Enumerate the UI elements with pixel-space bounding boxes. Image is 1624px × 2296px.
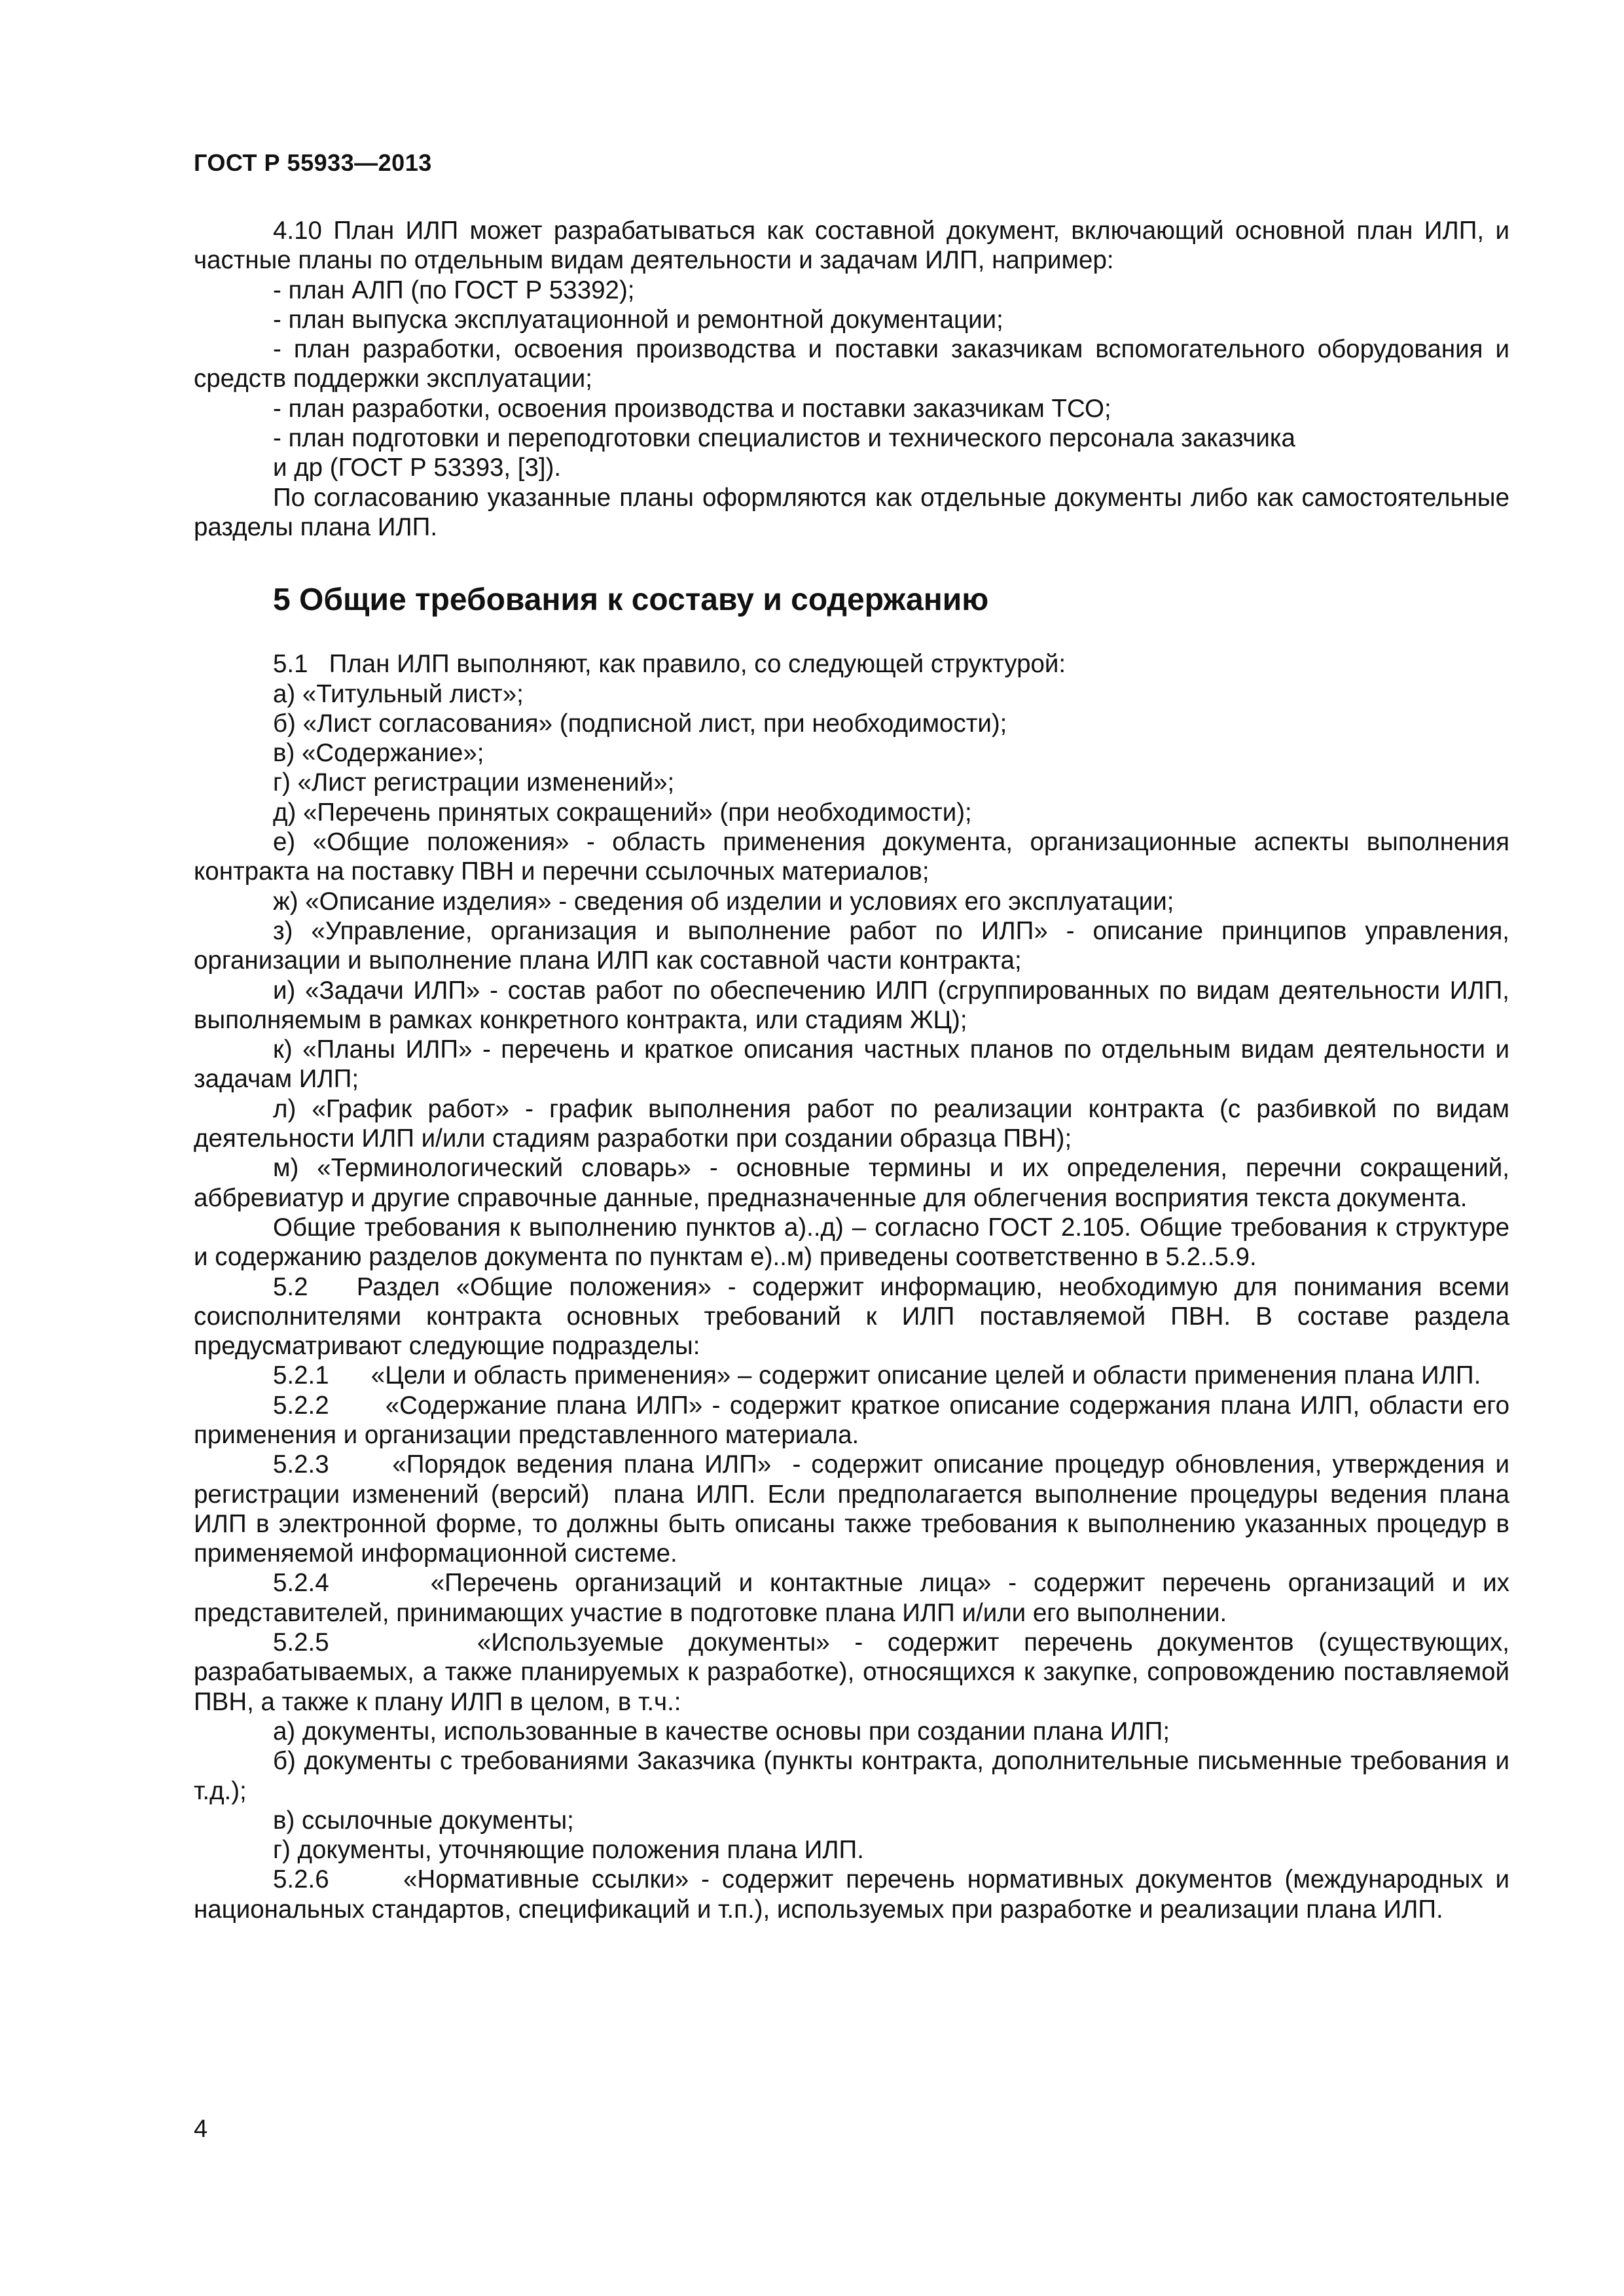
paragraph-5-1: 5.1 План ИЛП выполняют, как правило, со следующей структурой:: [273, 650, 1066, 679]
list-item: г) «Лист регистрации изменений»;: [273, 768, 675, 797]
list-item: и) «Задачи ИЛП» - состав работ по обеспечению ИЛП (сгруппированных по видам деятельности ИЛП, выполняемым в рамках конкретного контракта, или стадиям ЖЦ);: [194, 976, 1509, 1034]
paragraph-5-2-3: 5.2.3 «Порядок ведения плана ИЛП» - содержит описание процедур обновления, утверждения и регистрации изменений (версий) плана ИЛП. Если предполагается выполнение процедуры ведения плана ИЛП в электронной форме, то должны быть описаны также требования к выполнению указанных процедур в применяемой информационной системе.: [194, 1450, 1517, 1568]
list-item: и др (ГОСТ Р 53393, [3]).: [273, 454, 562, 482]
page-number: 4: [194, 2115, 208, 2143]
paragraph: По согласованию указанные планы оформляются как отдельные документы либо как самостоятельные разделы плана ИЛП.: [194, 483, 1509, 541]
list-item: - план подготовки и переподготовки специалистов и технического персонала заказчика: [273, 424, 1295, 453]
paragraph-5-2: 5.2 Раздел «Общие положения» - содержит информацию, необходимую для понимания всеми соисполнителями контракта основных требований к ИЛП поставляемой ПВН. В составе раздела предусматривают следующие подразделы:: [194, 1272, 1517, 1361]
list-item: а) «Титульный лист»;: [273, 679, 524, 708]
list-item: з) «Управление, организация и выполнение работ по ИЛП» - описание принципов управления, организации и выполнение плана ИЛП как составной части контракта;: [194, 916, 1509, 975]
list-item: - план разработки, освоения производства и поставки заказчикам вспомогательного оборудования и средств поддержки эксплуатации;: [194, 335, 1509, 393]
list-item: ж) «Описание изделия» - сведения об изделии и условиях его эксплуатации;: [273, 887, 1174, 916]
list-item: - план выпуска эксплуатационной и ремонтной документации;: [273, 305, 1003, 334]
list-item: в) «Содержание»;: [273, 739, 484, 768]
list-item: д) «Перечень принятых сокращений» (при необходимости);: [273, 798, 972, 827]
list-item: к) «Планы ИЛП» - перечень и краткое описания частных планов по отдельным видам деятельности и задачам ИЛП;: [194, 1035, 1509, 1094]
paragraph: Общие требования к выполнению пунктов а)..д) – согласно ГОСТ 2.105. Общие требования к структуре и содержанию разделов документа по пунктам е)..м) приведены соответственно в 5.2..5.9.: [194, 1213, 1509, 1272]
list-item: - план разработки, освоения производства и поставки заказчикам ТСО;: [273, 394, 1111, 423]
paragraph-5-2-2: 5.2.2 «Содержание плана ИЛП» - содержит краткое описание содержания плана ИЛП, области его применения и организации представленного материала.: [194, 1391, 1517, 1449]
paragraph-5-2-5: 5.2.5 «Используемые документы» - содержит перечень документов (существующих, разрабатываемых, а также планируемых к разработке), относящихся к закупке, сопровождению поставляемой ПВН, а также к плану ИЛП в целом, в т.ч.:: [194, 1628, 1517, 1716]
list-item: м) «Терминологический словарь» - основные термины и их определения, перечни сокращений, аббревиатур и другие справочные данные, предназначенные для облегчения восприятия текста документа.: [194, 1154, 1509, 1212]
list-item: г) документы, уточняющие положения плана ИЛП.: [273, 1836, 864, 1865]
section-heading: 5 Общие требования к составу и содержанию: [273, 583, 989, 618]
document-header: ГОСТ Р 55933—2013: [194, 149, 432, 176]
list-item: - план АЛП (по ГОСТ Р 53392);: [273, 276, 635, 304]
document-body: [194, 216, 1517, 1924]
paragraph-5-2-4: 5.2.4 «Перечень организаций и контактные лица» - содержит перечень организаций и их представителей, принимающих участие в подготовке плана ИЛП и/или его выполнении.: [194, 1569, 1517, 1627]
list-item: б) «Лист согласования» (подписной лист, при необходимости);: [273, 709, 1007, 738]
list-item: а) документы, использованные в качестве основы при создании плана ИЛП;: [273, 1717, 1170, 1746]
paragraph-5-2-6: 5.2.6 «Нормативные ссылки» - содержит перечень нормативных документов (международных и национальных стандартов, спецификаций и т.п.), используемых при разработке и реализации плана ИЛП.: [194, 1865, 1517, 1924]
paragraph-4-10: 4.10 План ИЛП может разрабатываться как составной документ, включающий основной план ИЛП, и частные планы по отдельным видам деятельности и задачам ИЛП, например:: [194, 217, 1509, 275]
list-item: е) «Общие положения» - область применения документа, организационные аспекты выполнения контракта на поставку ПВН и перечни ссылочных материалов;: [194, 828, 1509, 886]
list-item: б) документы с требованиями Заказчика (пункты контракта, дополнительные письменные требования и т.д.);: [194, 1747, 1509, 1805]
paragraph-5-2-1: 5.2.1 «Цели и область применения» – содержит описание целей и области применения плана ИЛП.: [273, 1361, 1481, 1390]
list-item: л) «График работ» - график выполнения работ по реализации контракта (с разбивкой по видам деятельности ИЛП и/или стадиям разработки при создании образца ПВН);: [194, 1094, 1509, 1153]
list-item: в) ссылочные документы;: [273, 1806, 574, 1835]
